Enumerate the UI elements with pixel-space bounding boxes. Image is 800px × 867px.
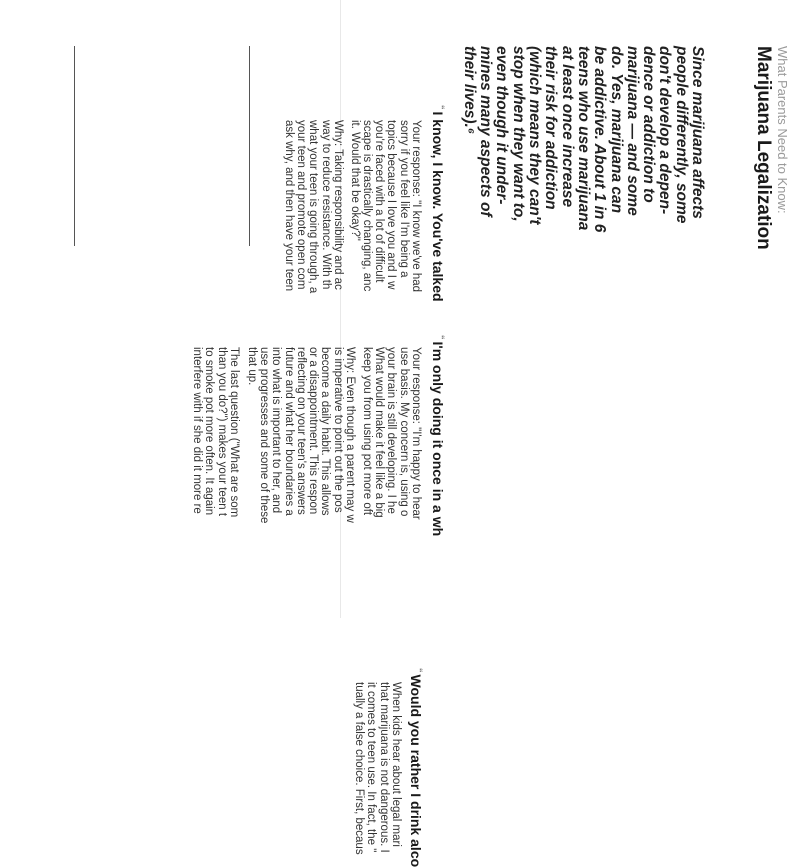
body-line: you're faced with a lot of difficult	[373, 120, 385, 292]
body-line: sorry if you feel like I'm being a	[397, 120, 409, 292]
quote-marker-icon: “	[436, 105, 446, 110]
body-line: Why: Taking responsibility and ac	[332, 120, 344, 293]
body-line: tually a false choice. First, becaus	[353, 682, 365, 855]
pull-quote-line: marijuana — and some	[624, 46, 640, 446]
body-line: than you do?") makes your teen t	[215, 347, 227, 517]
section-heading-text: I'm only doing it once in a wh	[430, 342, 446, 537]
body-line: The last question ("What are som	[228, 347, 240, 517]
body-line: Your response: "I know we've had	[410, 120, 422, 292]
section-heading	[430, 335, 446, 536]
pull-quote-line: do. Yes, marijuana can	[607, 46, 623, 446]
section-heading	[408, 668, 424, 867]
body-line: When kids hear about legal mari	[390, 682, 402, 855]
body-line: what your teen is going through, a	[307, 120, 319, 293]
body-line: to smoke pot more often. It again	[203, 347, 215, 517]
pull-quote-line: people differently, some	[672, 46, 688, 446]
body-paragraph	[191, 347, 240, 517]
body-line: into what is important to her, and	[270, 347, 282, 523]
body-line: it. Would that be okay?"	[348, 120, 360, 292]
pull-quote-line: (which means they can't	[526, 46, 542, 446]
pull-quote-line: don't develop a depen-	[656, 46, 672, 446]
quote-marker-icon: “	[436, 335, 446, 340]
body-line: use progresses and some of these	[258, 347, 270, 523]
body-line: scape is drastically changing, anc	[361, 120, 373, 292]
body-line: is imperative to point out the pos	[331, 347, 343, 523]
pull-quote-line: their lives).⁶	[461, 46, 477, 446]
body-line: it comes to teen use. In fact, the "	[365, 682, 377, 855]
body-line: keep you from using pot more oft	[361, 347, 373, 520]
body-paragraph	[353, 682, 402, 855]
body-paragraph	[361, 347, 422, 520]
body-line: way to reduce resistance. With th	[319, 120, 331, 293]
body-line: your brain is still developing. I he	[385, 347, 397, 520]
pull-quote-line: their risk for addiction	[542, 46, 558, 446]
pull-quote-line: Since marijuana affects	[689, 46, 705, 446]
section-heading	[430, 105, 446, 302]
body-line: use basis. My concern is, using o	[397, 347, 409, 520]
pull-quote-line: teens who use marijuana	[575, 46, 591, 446]
body-paragraph	[283, 120, 344, 293]
body-line: Your response: "I'm happy to hear	[410, 347, 422, 520]
pull-quote-line: be addictive. About 1 in 6	[591, 46, 607, 446]
body-line: that up.	[245, 347, 257, 523]
pull-quote-line: dence or addiction to	[640, 46, 656, 446]
body-line: become a daily habit. This allows	[319, 347, 331, 523]
body-line: future and what her boundaries a	[282, 347, 294, 523]
body-line: Why: Even though a parent may w	[344, 347, 356, 523]
header-kicker: What Parents Need to Know:	[775, 46, 790, 214]
body-paragraph	[348, 120, 422, 292]
body-line: that marijuana is not dangerous. I	[377, 682, 389, 855]
section-heading-text: Would you rather I drink alco	[408, 675, 424, 867]
body-line: ask why, and then have your teen	[283, 120, 295, 293]
quote-marker-icon: “	[414, 668, 424, 673]
pull-quote-line: even though it under-	[493, 46, 509, 446]
body-line: your teen and promote open com	[295, 120, 307, 293]
pull-quote-line: stop when they want to,	[509, 46, 525, 446]
body-line: or a disappointment. This respon	[307, 347, 319, 523]
pull-quote-line: mines many aspects of	[477, 46, 493, 446]
body-line: interfere with if she did it more re	[191, 347, 203, 517]
page-title: Marijuana Legalization	[752, 46, 774, 250]
body-paragraph	[245, 347, 356, 523]
body-line: What would make it feel like a big	[373, 347, 385, 520]
body-line: topics because I love you and I w	[385, 120, 397, 292]
pull-quote-line: at least once increase	[558, 46, 574, 446]
section-heading-text: I know, I know. You've talked	[430, 112, 446, 302]
body-line: reflecting on your teen's answers	[295, 347, 307, 523]
